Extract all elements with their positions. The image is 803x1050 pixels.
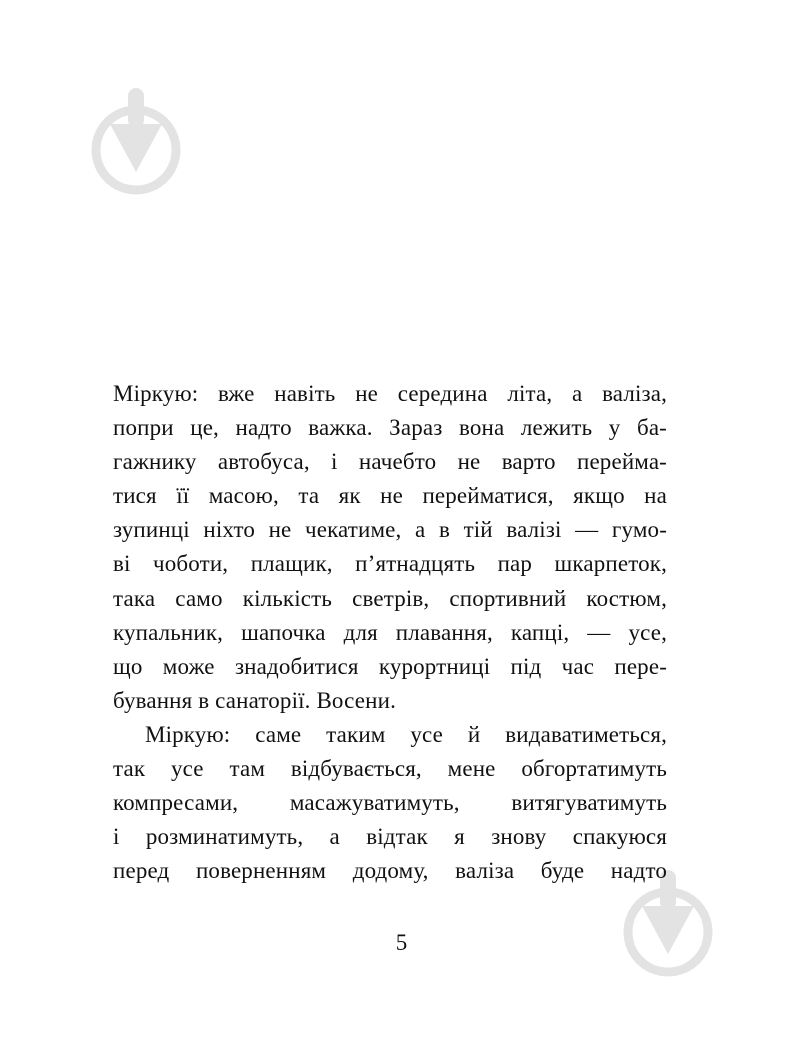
text-line: Міркую: вже навіть не середина літа, а валіза, [113,381,667,406]
text-line: купальник, шапочка для плавання, капці, — усе, [113,619,667,645]
text-line: така само кількість светрів, спортивний костюм, [113,585,667,611]
text-line: перед поверненням додому, валіза буде надто [113,858,667,884]
text-line: так усе там відбувається, мене обгортатимуть [113,756,667,782]
text-line: попри це, надто важка. Зараз вона лежить у ба- [113,415,667,441]
text-line: і розминатимуть, а відтак я знову спакуюся [113,824,667,850]
page-number: 5 [395,930,408,955]
paragraph [113,718,667,888]
body-text [113,377,667,888]
text-line: Міркую: саме таким усе й видаватиметься, [145,721,667,747]
text-line: бування в санаторії. Восени. [113,687,396,713]
text-line: що може знадобитися курортниці під час пере- [113,653,667,679]
paragraph [113,377,667,718]
watermark-logo-icon [86,80,186,200]
text-line: тися її масою, та як не перейматися, якщо на [113,483,667,509]
text-line: компресами, масажуватимуть, витягуватимуть [113,790,667,816]
text-line: гажнику автобуса, і начебто не варто перейма- [113,449,667,475]
text-line: ві чоботи, плащик, п’ятнадцять пар шкарпеток, [113,551,667,577]
text-line: зупинці ніхто не чекатиме, а в тій валізі — гумо- [113,517,667,543]
